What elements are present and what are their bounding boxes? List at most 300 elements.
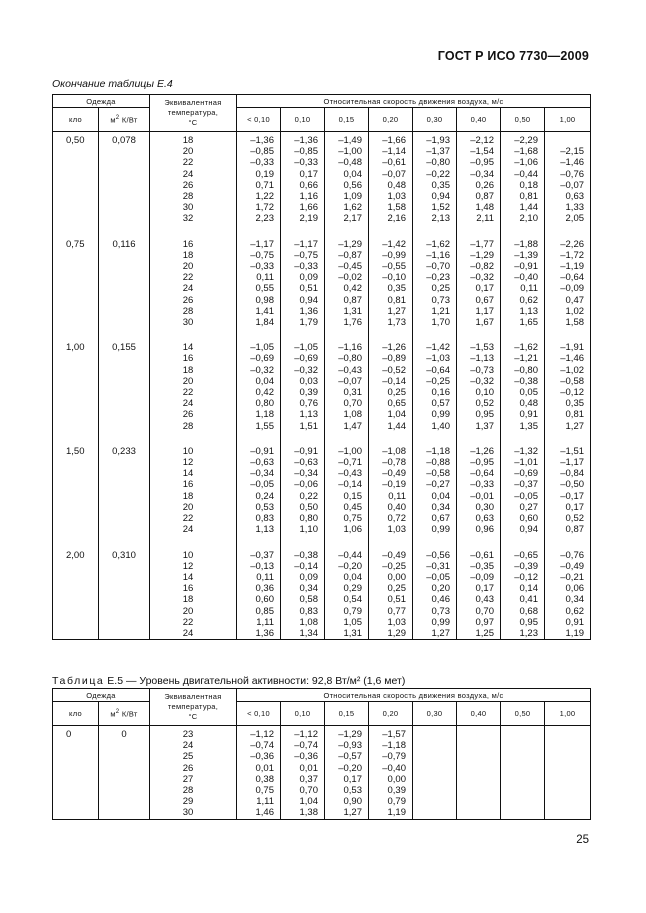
insulation-cell — [99, 409, 150, 420]
pmv-value-cell: –0,88 — [413, 457, 457, 468]
pmv-value-cell: 0,77 — [369, 606, 413, 617]
temperature-cell: 18 — [150, 491, 237, 502]
pmv-value-cell: –0,61 — [457, 550, 501, 561]
header-speed: 0,40 — [457, 108, 501, 132]
pmv-value-cell — [413, 796, 457, 807]
insulation-cell — [99, 468, 150, 479]
spacer-cell — [413, 328, 457, 342]
header-speed: 0,20 — [369, 702, 413, 726]
pmv-value-cell: –0,10 — [369, 272, 413, 283]
insulation-cell — [99, 561, 150, 572]
insulation-cell — [99, 491, 150, 502]
table-row — [53, 751, 591, 762]
table-row — [53, 317, 591, 328]
clo-cell — [53, 751, 99, 762]
pmv-value-cell: –0,61 — [369, 157, 413, 168]
temperature-cell: 16 — [150, 479, 237, 490]
clo-cell — [53, 807, 99, 819]
temperature-cell: 22 — [150, 387, 237, 398]
spacer-cell — [501, 328, 545, 342]
temperature-cell: 26 — [150, 295, 237, 306]
clo-cell — [53, 421, 99, 432]
pmv-value-cell: –0,49 — [369, 468, 413, 479]
pmv-value-cell: 0,00 — [369, 774, 413, 785]
pmv-value-cell: –0,69 — [281, 353, 325, 364]
table-row — [53, 250, 591, 261]
clo-cell — [53, 583, 99, 594]
clo-cell: 1,50 — [53, 446, 99, 457]
table-row — [53, 306, 591, 317]
pmv-value-cell: –1,32 — [501, 446, 545, 457]
pmv-value-cell: 0,34 — [545, 594, 591, 605]
temperature-cell: 28 — [150, 785, 237, 796]
pmv-value-cell: 0,56 — [325, 180, 369, 191]
pmv-value-cell: 1,84 — [237, 317, 281, 328]
pmv-value-cell: –0,36 — [281, 751, 325, 762]
pmv-value-cell: 0,63 — [457, 513, 501, 524]
pmv-value-cell: –0,79 — [369, 751, 413, 762]
pmv-value-cell: –0,44 — [501, 169, 545, 180]
table-row — [53, 606, 591, 617]
pmv-value-cell: –1,54 — [457, 146, 501, 157]
temperature-cell: 16 — [150, 583, 237, 594]
pmv-value-cell: –0,35 — [457, 561, 501, 572]
pmv-value-cell: 1,11 — [237, 796, 281, 807]
insulation-cell — [99, 261, 150, 272]
pmv-value-cell: 0,04 — [325, 572, 369, 583]
pmv-value-cell: –1,36 — [281, 132, 325, 147]
pmv-value-cell — [545, 796, 591, 807]
header-m2kw — [99, 702, 150, 726]
pmv-value-cell: –1,06 — [501, 157, 545, 168]
pmv-value-cell — [545, 785, 591, 796]
clo-cell — [53, 353, 99, 364]
pmv-value-cell: –1,05 — [281, 342, 325, 353]
pmv-value-cell: –0,93 — [325, 740, 369, 751]
pmv-value-cell: –1,39 — [501, 250, 545, 261]
pmv-value-cell: 0,87 — [545, 524, 591, 535]
pmv-value-cell: 0,81 — [545, 409, 591, 420]
header-eq-temp-label: Эквивалентная температура, — [164, 98, 222, 117]
pmv-value-cell: –0,07 — [545, 180, 591, 191]
group-spacer — [53, 432, 591, 446]
pmv-value-cell: 1,44 — [501, 202, 545, 213]
pmv-value-cell: 0,76 — [281, 398, 325, 409]
pmv-value-cell: –1,08 — [369, 446, 413, 457]
pmv-value-cell: –1,21 — [501, 353, 545, 364]
insulation-cell — [99, 785, 150, 796]
pmv-value-cell: 0,39 — [369, 785, 413, 796]
pmv-value-cell: 0,50 — [281, 502, 325, 513]
pmv-value-cell: –0,23 — [413, 272, 457, 283]
temperature-cell: 27 — [150, 774, 237, 785]
pmv-value-cell: –1,88 — [501, 239, 545, 250]
pmv-value-cell: 0,04 — [237, 376, 281, 387]
table-row — [53, 628, 591, 640]
pmv-value-cell: –1,62 — [413, 239, 457, 250]
table-row — [53, 446, 591, 457]
temperature-cell: 16 — [150, 353, 237, 364]
pmv-value-cell: 1,25 — [457, 628, 501, 640]
pmv-value-cell: 0,41 — [501, 594, 545, 605]
pmv-value-cell: 0,65 — [369, 398, 413, 409]
table-row — [53, 387, 591, 398]
spacer-cell — [369, 536, 413, 550]
temperature-cell: 23 — [150, 726, 237, 741]
clo-cell — [53, 180, 99, 191]
spacer-cell — [501, 225, 545, 239]
temperature-cell: 24 — [150, 398, 237, 409]
table-row — [53, 763, 591, 774]
temperature-cell: 26 — [150, 763, 237, 774]
pmv-value-cell: 0,63 — [545, 191, 591, 202]
table-e5-caption — [52, 675, 405, 687]
pmv-value-cell: –0,07 — [369, 169, 413, 180]
insulation-cell — [99, 774, 150, 785]
pmv-value-cell — [501, 740, 545, 751]
insulation-cell — [99, 583, 150, 594]
spacer-cell — [369, 225, 413, 239]
pmv-value-cell: –0,63 — [281, 457, 325, 468]
header-speed: 1,00 — [545, 108, 591, 132]
header-speed: 0,20 — [369, 108, 413, 132]
pmv-value-cell: –0,52 — [369, 365, 413, 376]
insulation-cell — [99, 398, 150, 409]
pmv-value-cell: –1,29 — [325, 239, 369, 250]
pmv-value-cell: 0,67 — [457, 295, 501, 306]
spacer-cell — [545, 432, 591, 446]
pmv-value-cell: –0,48 — [325, 157, 369, 168]
spacer-cell — [325, 225, 369, 239]
pmv-value-cell: 0,06 — [545, 583, 591, 594]
table-row — [53, 169, 591, 180]
pmv-value-cell: –0,06 — [281, 479, 325, 490]
pmv-value-cell: –1,18 — [369, 740, 413, 751]
pmv-value-cell: –0,69 — [501, 468, 545, 479]
pmv-value-cell: –0,74 — [281, 740, 325, 751]
pmv-value-cell: 0,98 — [237, 295, 281, 306]
pmv-value-cell: 0,19 — [237, 169, 281, 180]
pmv-value-cell: 0,91 — [545, 617, 591, 628]
pmv-value-cell: –1,62 — [501, 342, 545, 353]
pmv-value-cell: 0,79 — [325, 606, 369, 617]
pmv-value-cell — [501, 763, 545, 774]
pmv-value-cell: –1,42 — [369, 239, 413, 250]
pmv-value-cell: 0,85 — [237, 606, 281, 617]
insulation-cell — [99, 250, 150, 261]
temperature-cell: 16 — [150, 239, 237, 250]
pmv-value-cell: –1,16 — [413, 250, 457, 261]
pmv-value-cell: 0,05 — [501, 387, 545, 398]
clo-cell — [53, 502, 99, 513]
pmv-value-cell: –0,01 — [457, 491, 501, 502]
pmv-value-cell: 0,43 — [457, 594, 501, 605]
insulation-cell — [99, 751, 150, 762]
insulation-cell — [99, 295, 150, 306]
pmv-value-cell: –0,14 — [281, 561, 325, 572]
spacer-cell — [325, 328, 369, 342]
pmv-value-cell: 1,62 — [325, 202, 369, 213]
pmv-value-cell: 0,60 — [237, 594, 281, 605]
pmv-value-cell: –0,33 — [457, 479, 501, 490]
clo-cell: 2,00 — [53, 550, 99, 561]
pmv-value-cell: 0,35 — [369, 283, 413, 294]
pmv-value-cell: 1,36 — [281, 306, 325, 317]
table-row — [53, 572, 591, 583]
spacer-cell — [325, 432, 369, 446]
insulation-cell — [99, 763, 150, 774]
spacer-cell — [501, 432, 545, 446]
pmv-value-cell: 0,17 — [457, 583, 501, 594]
pmv-value-cell: 0,51 — [369, 594, 413, 605]
group-spacer — [53, 328, 591, 342]
temperature-cell: 26 — [150, 409, 237, 420]
pmv-value-cell: 0,10 — [457, 387, 501, 398]
header-speed: 0,10 — [281, 702, 325, 726]
pmv-value-cell: 1,46 — [237, 807, 281, 819]
spacer-cell — [413, 225, 457, 239]
table-row — [53, 550, 591, 561]
pmv-value-cell: 0,91 — [501, 409, 545, 420]
pmv-value-cell: –1,46 — [545, 353, 591, 364]
pmv-value-cell: 0,94 — [501, 524, 545, 535]
page-number: 25 — [576, 834, 589, 846]
pmv-value-cell: –0,58 — [413, 468, 457, 479]
pmv-value-cell — [413, 740, 457, 751]
pmv-value-cell: 0,17 — [457, 283, 501, 294]
pmv-value-cell: –0,80 — [413, 157, 457, 168]
pmv-value-cell: 1,52 — [413, 202, 457, 213]
pmv-value-cell: 1,27 — [413, 628, 457, 640]
pmv-value-cell: –1,16 — [325, 342, 369, 353]
pmv-value-cell: –1,42 — [413, 342, 457, 353]
pmv-value-cell: –0,80 — [325, 353, 369, 364]
pmv-value-cell: –1,26 — [369, 342, 413, 353]
pmv-value-cell: 0,99 — [413, 524, 457, 535]
temperature-cell: 30 — [150, 317, 237, 328]
pmv-value-cell — [457, 807, 501, 819]
pmv-value-cell: –1,18 — [413, 446, 457, 457]
insulation-cell — [99, 594, 150, 605]
pmv-value-cell: 0,81 — [501, 191, 545, 202]
temperature-cell: 32 — [150, 213, 237, 224]
temperature-cell: 24 — [150, 628, 237, 640]
insulation-cell — [99, 376, 150, 387]
header-eq-temp — [150, 689, 237, 726]
spacer-cell — [545, 225, 591, 239]
pmv-value-cell: 0,90 — [325, 796, 369, 807]
group-spacer — [53, 536, 591, 550]
temperature-cell: 24 — [150, 283, 237, 294]
pmv-value-cell: –0,40 — [369, 763, 413, 774]
pmv-value-cell: –0,85 — [281, 146, 325, 157]
pmv-value-cell: –1,14 — [369, 146, 413, 157]
spacer-cell — [545, 536, 591, 550]
insulation-cell — [99, 146, 150, 157]
spacer-cell — [281, 328, 325, 342]
clo-cell — [53, 617, 99, 628]
temperature-cell: 12 — [150, 561, 237, 572]
pmv-value-cell: 1,31 — [325, 306, 369, 317]
pmv-value-cell: –1,53 — [457, 342, 501, 353]
pmv-value-cell: 1,27 — [369, 306, 413, 317]
table-row — [53, 213, 591, 224]
header-speed: < 0,10 — [237, 702, 281, 726]
pmv-value-cell: 0,72 — [369, 513, 413, 524]
pmv-value-cell: 1,03 — [369, 617, 413, 628]
pmv-value-cell: 1,03 — [369, 191, 413, 202]
header-m2-sup: 2 — [115, 114, 120, 121]
insulation-cell — [99, 157, 150, 168]
temperature-cell: 18 — [150, 594, 237, 605]
spacer-cell — [281, 432, 325, 446]
pmv-value-cell: 1,27 — [545, 421, 591, 432]
pmv-value-cell: –1,00 — [325, 446, 369, 457]
pmv-value-cell: –0,64 — [457, 468, 501, 479]
pmv-value-cell: 0,81 — [369, 295, 413, 306]
pmv-value-cell — [457, 774, 501, 785]
temperature-cell: 28 — [150, 421, 237, 432]
pmv-value-cell: 0,87 — [457, 191, 501, 202]
spacer-cell — [281, 225, 325, 239]
table-row — [53, 132, 591, 147]
pmv-value-cell: 1,40 — [413, 421, 457, 432]
pmv-value-cell: 2,13 — [413, 213, 457, 224]
pmv-value-cell: 2,10 — [501, 213, 545, 224]
table-row — [53, 457, 591, 468]
pmv-value-cell: –0,17 — [545, 491, 591, 502]
spacer-cell — [237, 432, 281, 446]
insulation-cell — [99, 272, 150, 283]
pmv-value-cell: 1,47 — [325, 421, 369, 432]
pmv-value-cell: 0,27 — [501, 502, 545, 513]
clo-cell — [53, 740, 99, 751]
pmv-value-cell: –1,66 — [369, 132, 413, 147]
clo-cell — [53, 513, 99, 524]
pmv-value-cell — [501, 796, 545, 807]
pmv-value-cell — [457, 763, 501, 774]
pmv-value-cell: 0,52 — [545, 513, 591, 524]
pmv-value-cell: –2,29 — [501, 132, 545, 147]
pmv-value-cell: 0,46 — [413, 594, 457, 605]
clo-cell — [53, 317, 99, 328]
temperature-cell: 10 — [150, 550, 237, 561]
pmv-value-cell: 1,58 — [545, 317, 591, 328]
temperature-cell: 12 — [150, 457, 237, 468]
standard-header: ГОСТ Р ИСО 7730—2009 — [437, 49, 589, 63]
pmv-value-cell: 1,09 — [325, 191, 369, 202]
header-air-speed: Относительная скорость движения воздуха, м/с — [237, 95, 591, 108]
pmv-value-cell: –0,95 — [457, 157, 501, 168]
clo-cell — [53, 524, 99, 535]
insulation-cell: 0,233 — [99, 446, 150, 457]
pmv-value-cell: –1,12 — [237, 726, 281, 741]
clo-cell — [53, 409, 99, 420]
pmv-value-cell: –1,37 — [413, 146, 457, 157]
pmv-value-cell: –1,36 — [237, 132, 281, 147]
header-speed: 0,40 — [457, 702, 501, 726]
pmv-value-cell: 0,34 — [281, 583, 325, 594]
pmv-value-cell: 0,99 — [413, 617, 457, 628]
pmv-value-cell: 1,37 — [457, 421, 501, 432]
pmv-value-cell: 0,17 — [281, 169, 325, 180]
pmv-value-cell: 0,35 — [545, 398, 591, 409]
pmv-value-cell: 0,01 — [281, 763, 325, 774]
spacer-cell — [99, 432, 150, 446]
pmv-value-cell — [457, 740, 501, 751]
pmv-value-cell: –0,07 — [325, 376, 369, 387]
pmv-value-cell: 0,97 — [457, 617, 501, 628]
pmv-value-cell: –0,74 — [237, 740, 281, 751]
pmv-value-cell: 0,25 — [369, 583, 413, 594]
pmv-value-cell: 2,05 — [545, 213, 591, 224]
pmv-value-cell: 0,99 — [413, 409, 457, 420]
clo-cell — [53, 365, 99, 376]
clo-cell — [53, 763, 99, 774]
pmv-value-cell: –0,12 — [501, 572, 545, 583]
pmv-value-cell: 0,94 — [281, 295, 325, 306]
pmv-value-cell: 1,08 — [281, 617, 325, 628]
table-row — [53, 774, 591, 785]
temperature-cell: 22 — [150, 157, 237, 168]
pmv-value-cell: 1,04 — [369, 409, 413, 420]
table-row — [53, 468, 591, 479]
pmv-value-cell: –0,45 — [325, 261, 369, 272]
pmv-value-cell: –1,19 — [545, 261, 591, 272]
insulation-cell — [99, 572, 150, 583]
pmv-value-cell: 1,18 — [237, 409, 281, 420]
temperature-cell: 22 — [150, 272, 237, 283]
pmv-value-cell: –0,38 — [281, 550, 325, 561]
pmv-value-cell — [501, 807, 545, 819]
clo-cell — [53, 468, 99, 479]
table-row — [53, 283, 591, 294]
pmv-value-cell — [413, 763, 457, 774]
pmv-value-cell: –1,02 — [545, 365, 591, 376]
spacer-cell — [501, 536, 545, 550]
insulation-cell — [99, 796, 150, 807]
header-eq-temp-label: Эквивалентная температура, — [164, 692, 222, 711]
pmv-value-cell: 0,58 — [281, 594, 325, 605]
insulation-cell: 0,155 — [99, 342, 150, 353]
pmv-value-cell: –0,73 — [457, 365, 501, 376]
clo-cell: 0 — [53, 726, 99, 741]
header-speed: 1,00 — [545, 702, 591, 726]
insulation-cell — [99, 387, 150, 398]
pmv-value-cell — [501, 726, 545, 741]
pmv-value-cell: 1,17 — [457, 306, 501, 317]
pmv-value-cell: 0,62 — [545, 606, 591, 617]
pmv-value-cell: 0,95 — [457, 409, 501, 420]
insulation-cell: 0,310 — [99, 550, 150, 561]
pmv-value-cell: 0,22 — [281, 491, 325, 502]
pmv-value-cell: 0,03 — [281, 376, 325, 387]
pmv-value-cell: 0,62 — [501, 295, 545, 306]
insulation-cell — [99, 457, 150, 468]
table-row — [53, 421, 591, 432]
pmv-value-cell: 0,60 — [501, 513, 545, 524]
insulation-cell — [99, 479, 150, 490]
header-m2kw — [99, 108, 150, 132]
pmv-value-cell — [413, 785, 457, 796]
pmv-value-cell: –0,20 — [325, 561, 369, 572]
pmv-value-cell: 0,94 — [413, 191, 457, 202]
pmv-value-cell: 0,09 — [281, 272, 325, 283]
spacer-cell — [150, 536, 237, 550]
temperature-cell: 25 — [150, 751, 237, 762]
pmv-value-cell: –0,20 — [325, 763, 369, 774]
header-m2-unit: м — [110, 115, 116, 125]
